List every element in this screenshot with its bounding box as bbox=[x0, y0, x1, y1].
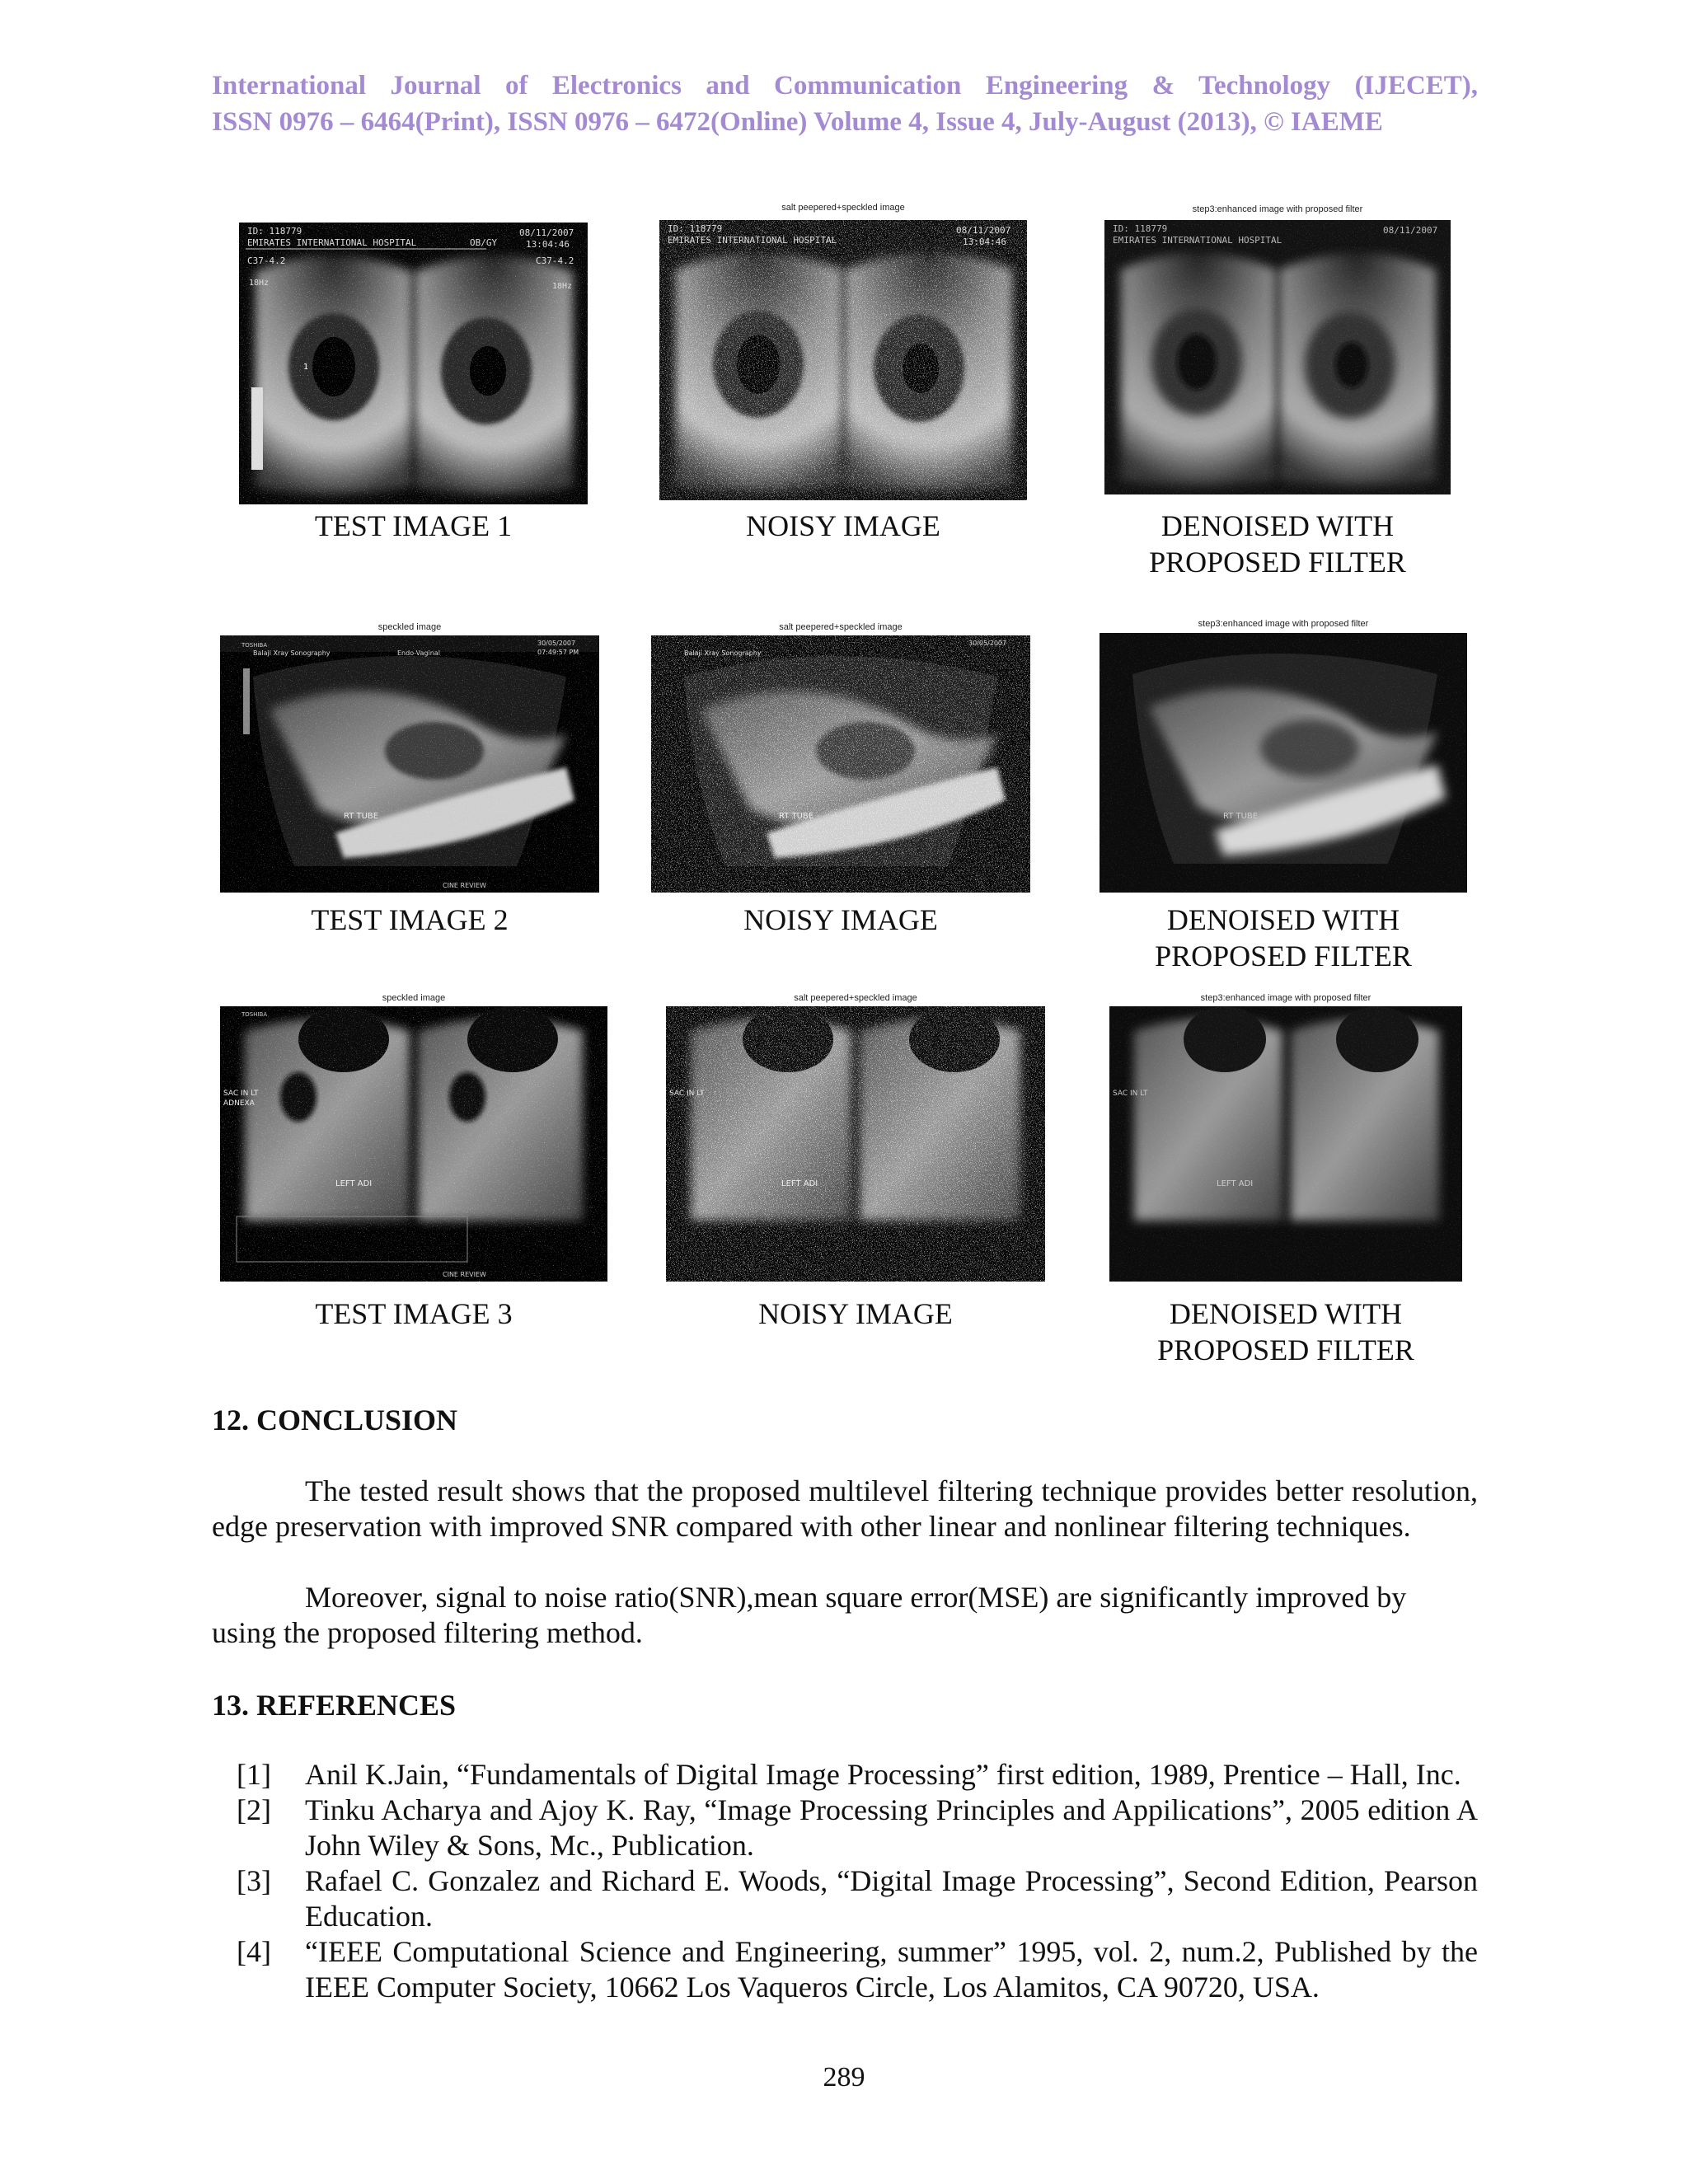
denoised-overlay-id: ID: 118779 bbox=[1113, 223, 1168, 234]
caption-denoised-3-line1: DENOISED WITH bbox=[1169, 1297, 1403, 1330]
overlay-left1-3: SAC IN LT bbox=[223, 1090, 259, 1098]
noisy-overlay-label-3: LEFT ADI bbox=[781, 1179, 818, 1188]
overlay-label-3: LEFT ADI bbox=[335, 1179, 373, 1188]
caption-denoised-2-line1: DENOISED WITH bbox=[1166, 903, 1400, 936]
references-list bbox=[212, 1757, 1478, 2005]
caption-denoised-2-line2: PROPOSED FILTER bbox=[1155, 940, 1412, 972]
conclusion-heading: 12. CONCLUSION bbox=[212, 1404, 458, 1436]
conclusion-paragraph-2 bbox=[212, 1580, 1478, 1651]
test-image-2 bbox=[220, 635, 599, 893]
noisy-image-1 bbox=[659, 220, 1027, 500]
overlay-brand-3: TOSHIBA bbox=[241, 1011, 268, 1018]
overlay-name-2: Balaji Xray Sonography bbox=[253, 649, 331, 657]
caption-denoised-image-2 bbox=[1100, 902, 1467, 974]
overlay-time-2: 07:49:57 PM bbox=[537, 649, 579, 656]
noisy-overlay-date-2: 30/05/2007 bbox=[968, 640, 1007, 647]
caption-denoised-1-line2: PROPOSED FILTER bbox=[1149, 546, 1406, 579]
reference-number: [2] bbox=[237, 1793, 271, 1826]
denoised-image-2-title: step3:enhanced image with proposed filter bbox=[1198, 619, 1369, 629]
caption-denoised-image-3 bbox=[1109, 1296, 1462, 1368]
denoised-overlay-label-2: RT TUBE bbox=[1223, 812, 1259, 821]
overlay-mode-2: Endo-Vaginal bbox=[397, 649, 440, 657]
reference-item bbox=[212, 1863, 1478, 1934]
test-image-3-title: speckled image bbox=[382, 993, 446, 1003]
overlay-footer-2: CINE REVIEW bbox=[443, 882, 486, 889]
denoised-overlay-hospital: EMIRATES INTERNATIONAL HOSPITAL bbox=[1113, 235, 1282, 246]
reference-item bbox=[212, 1793, 1478, 1863]
conclusion-p2-text: Moreover, signal to noise ratio(SNR),mean square error(MSE) are significantly improved by using the proposed filtering method. bbox=[212, 1581, 1407, 1649]
reference-number: [1] bbox=[237, 1758, 271, 1791]
overlay-probe: C37-4.2 bbox=[247, 255, 286, 266]
noisy-image-3-title: salt peepered+speckled image bbox=[794, 993, 917, 1003]
denoised-image-1-title: step3:enhanced image with proposed filter bbox=[1192, 204, 1363, 214]
noisy-image-1-title: salt peepered+speckled image bbox=[781, 203, 905, 213]
noisy-overlay-id: ID: 118779 bbox=[668, 223, 723, 234]
noisy-image-2-title: salt peepered+speckled image bbox=[779, 622, 903, 632]
references-heading: 13. REFERENCES bbox=[212, 1689, 457, 1722]
overlay-brand-2: TOSHIBA bbox=[241, 642, 268, 649]
noisy-overlay-hospital: EMIRATES INTERNATIONAL HOSPITAL bbox=[668, 235, 837, 246]
reference-item bbox=[212, 1757, 1478, 1793]
denoised-image-3-title: step3:enhanced image with proposed filter bbox=[1200, 993, 1372, 1003]
reference-text: Rafael C. Gonzalez and Richard E. Woods, “Digital Image Processing”, Second Edition, Pearson Education. bbox=[305, 1864, 1478, 1933]
reference-text: Tinku Acharya and Ajoy K. Ray, “Image Processing Principles and Appilications”, 2005 edition A John Wiley & Sons, Mc., Publication. bbox=[305, 1793, 1478, 1862]
denoised-image-2 bbox=[1100, 633, 1467, 893]
overlay-date: 08/11/2007 bbox=[519, 227, 574, 238]
caption-test-image-3: TEST IMAGE 3 bbox=[315, 1297, 513, 1330]
denoised-overlay-date: 08/11/2007 bbox=[1383, 225, 1438, 236]
noisy-image-2 bbox=[651, 635, 1030, 893]
overlay-time: 13:04:46 bbox=[526, 239, 570, 250]
noisy-image-3 bbox=[666, 1006, 1045, 1282]
overlay-label-2: RT TUBE bbox=[344, 812, 379, 821]
overlay-freq: 18Hz bbox=[249, 279, 270, 288]
reference-item bbox=[212, 1934, 1478, 2005]
caption-noisy-image-3: NOISY IMAGE bbox=[758, 1297, 953, 1330]
caption-test-image-1: TEST IMAGE 1 bbox=[314, 509, 513, 542]
overlay-id: ID: 118779 bbox=[247, 226, 302, 237]
overlay-probe-right: C37-4.2 bbox=[536, 255, 574, 266]
test-image-1 bbox=[239, 223, 588, 504]
caption-denoised-3-line2: PROPOSED FILTER bbox=[1157, 1333, 1414, 1366]
denoised-image-1 bbox=[1104, 220, 1451, 494]
noisy-overlay-name-2: Balaji Xray Sonography bbox=[684, 649, 762, 657]
denoised-overlay-label-3: LEFT ADI bbox=[1217, 1179, 1254, 1188]
header-line-2: ISSN 0976 – 6464(Print), ISSN 0976 – 6472(Online) Volume 4, Issue 4, July-August (2013), © IAEME bbox=[212, 107, 1383, 137]
overlay-freq-right: 18Hz bbox=[552, 282, 573, 291]
noisy-overlay-label-2: RT TUBE bbox=[779, 812, 814, 821]
noisy-overlay-time: 13:04:46 bbox=[963, 237, 1006, 247]
conclusion-paragraph-1 bbox=[212, 1474, 1478, 1544]
noisy-overlay-left1-3: SAC IN LT bbox=[669, 1090, 705, 1098]
overlay-hospital: EMIRATES INTERNATIONAL HOSPITAL bbox=[247, 237, 417, 248]
caption-denoised-image-1 bbox=[1104, 508, 1451, 580]
conclusion-p1-text: The tested result shows that the proposed multilevel filtering technique provides better resolution, edge preservation with improved SNR compared with other linear and nonlinear filtering techniques. bbox=[212, 1474, 1478, 1543]
test-image-2-title: speckled image bbox=[377, 622, 442, 632]
overlay-date-2: 30/05/2007 bbox=[537, 640, 576, 647]
denoised-image-3 bbox=[1109, 1006, 1462, 1282]
overlay-dept: OB/GY bbox=[470, 237, 498, 248]
reference-text: “IEEE Computational Science and Engineering, summer” 1995, vol. 2, num.2, Published by the IEEE Computer Society, 10662 Los Vaqueros Circle, Los Alamitos, CA 90720, USA. bbox=[305, 1935, 1478, 2004]
caption-denoised-1-line1: DENOISED WITH bbox=[1160, 509, 1395, 542]
overlay-footer-3: CINE REVIEW bbox=[443, 1271, 486, 1278]
caption-noisy-image-1: NOISY IMAGE bbox=[746, 509, 940, 542]
page-number: 289 bbox=[823, 2062, 865, 2093]
reference-text: Anil K.Jain, “Fundamentals of Digital Image Processing” first edition, 1989, Prentice – Hall, Inc. bbox=[305, 1758, 1461, 1791]
header-line-1: International Journal of Electronics and Communication Engineering & Technology (IJECET), bbox=[212, 71, 1478, 101]
overlay-left2-3: ADNEXA bbox=[223, 1099, 255, 1108]
reference-number: [3] bbox=[237, 1864, 271, 1897]
journal-header bbox=[212, 68, 1478, 140]
caption-noisy-image-2: NOISY IMAGE bbox=[743, 903, 938, 936]
noisy-overlay-date: 08/11/2007 bbox=[956, 225, 1011, 236]
overlay-mark: 1 bbox=[303, 363, 309, 372]
reference-number: [4] bbox=[237, 1935, 271, 1968]
test-image-3 bbox=[220, 1006, 607, 1282]
caption-test-image-2: TEST IMAGE 2 bbox=[311, 903, 509, 936]
denoised-overlay-left1-3: SAC IN LT bbox=[1113, 1090, 1148, 1098]
